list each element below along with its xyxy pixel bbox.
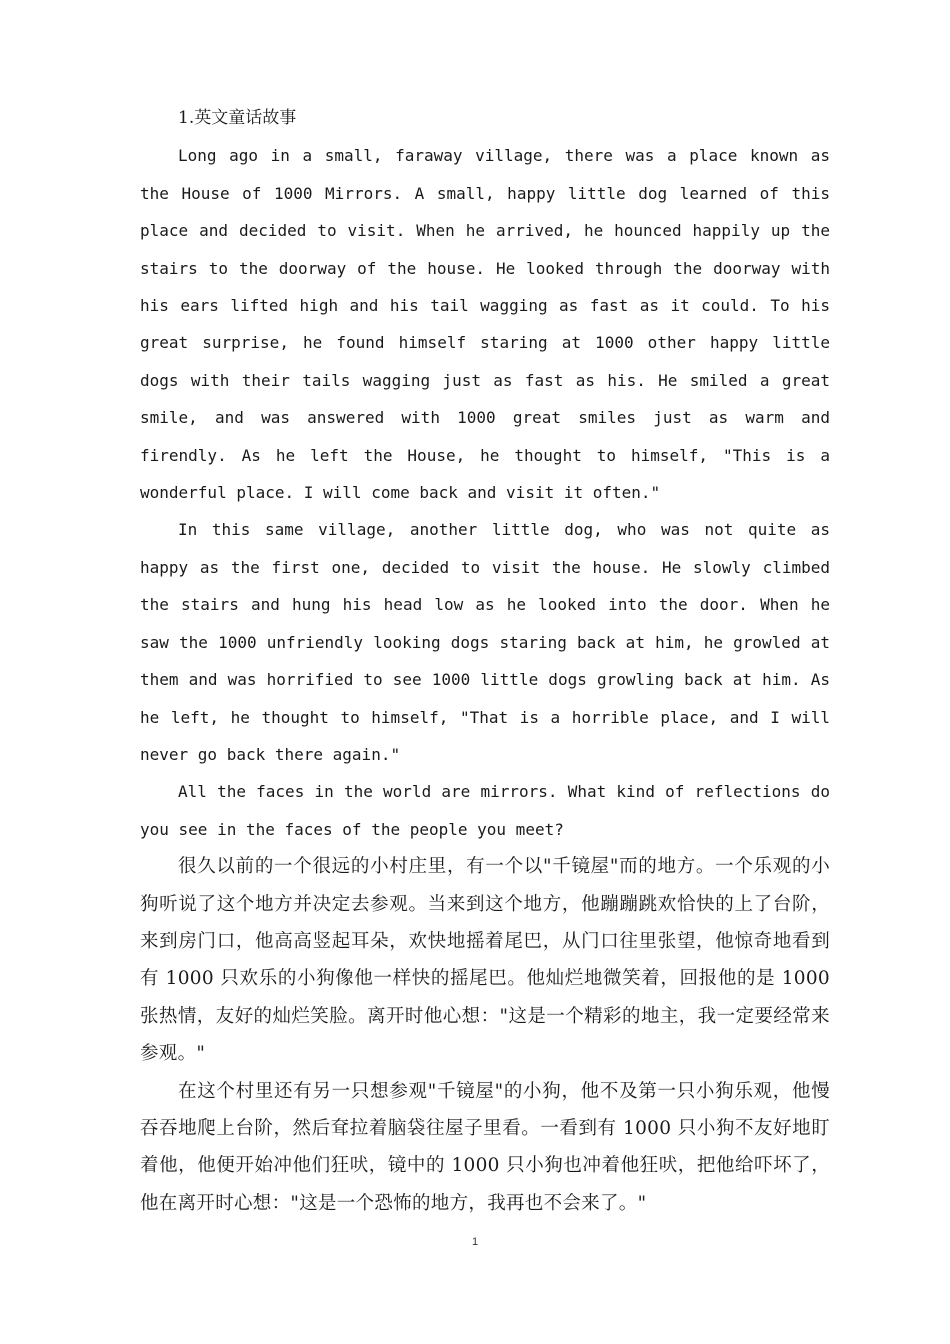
page-number: 1 [471, 1236, 479, 1248]
paragraph-chinese-1: 很久以前的一个很远的小村庄里，有一个以"千镜屋"而的地方。一个乐观的小狗听说了这个地方并决定去参观。当来到这个地方，他蹦蹦跳欢恰快的上了台阶，来到房门口，他高高竖起耳朵，欢快地摇着尾巴，从门口往里张望，他惊奇地看到有 1000 只欢乐的小狗像他一样快的摇尾巴。他灿烂地微笑着，回报他的是 1000 张热情，友好的灿烂笑脸。离开时他心想："这是一个精彩的地主，我一定要经常来参观。" [140, 856, 830, 1065]
paragraph-chinese-2: 在这个村里还有另一只想参观"千镜屋"的小狗，他不及第一只小狗乐观，他慢吞吞地爬上台阶，然后耷拉着脑袋往屋子里看。一看到有 1000 只小狗不友好地盯着他，他便开始冲他们狂吠，镜中的 1000 只小狗也冲着他狂吠，把他给吓坏了，他在离开时心想："这是一个恐怖的地方，我再也不会来了。" [140, 1080, 830, 1214]
paragraph-english-1: Long ago in a small, faraway village, there was a place known as the House of 1000 Mirrors. A small, happy little dog learned of this place and decided to visit. When he arrived, he hounced happily up the stairs to the doorway of the house. He looked through the doorway with his ears lifted high and his tail wagging as fast as it could. To his great surprise, he found himself staring at 1000 other happy little dogs with their tails wagging just as fast as his. He smiled a great smile, and was answered with 1000 great smiles just as warm and firendly. As he left the House, he thought to himself, "This is a wonderful place. I will come back and visit it often." [140, 146, 830, 503]
document-body [140, 100, 830, 1222]
paragraph-english-2: In this same village, another little dog, who was not quite as happy as the first one, decided to visit the house. He slowly climbed the stairs and hung his head low as he looked into the door. When he saw the 1000 unfriendly looking dogs staring back at him, he growled at them and was horrified to see 1000 little dogs growling back at him. As he left, he thought to himself, "That is a horrible place, and I will never go back there again." [140, 520, 830, 764]
section-heading: 1.英文童话故事 [178, 108, 297, 128]
paragraph-english-3: All the faces in the world are mirrors. What kind of reflections do you see in the faces of the people you meet? [140, 782, 830, 839]
